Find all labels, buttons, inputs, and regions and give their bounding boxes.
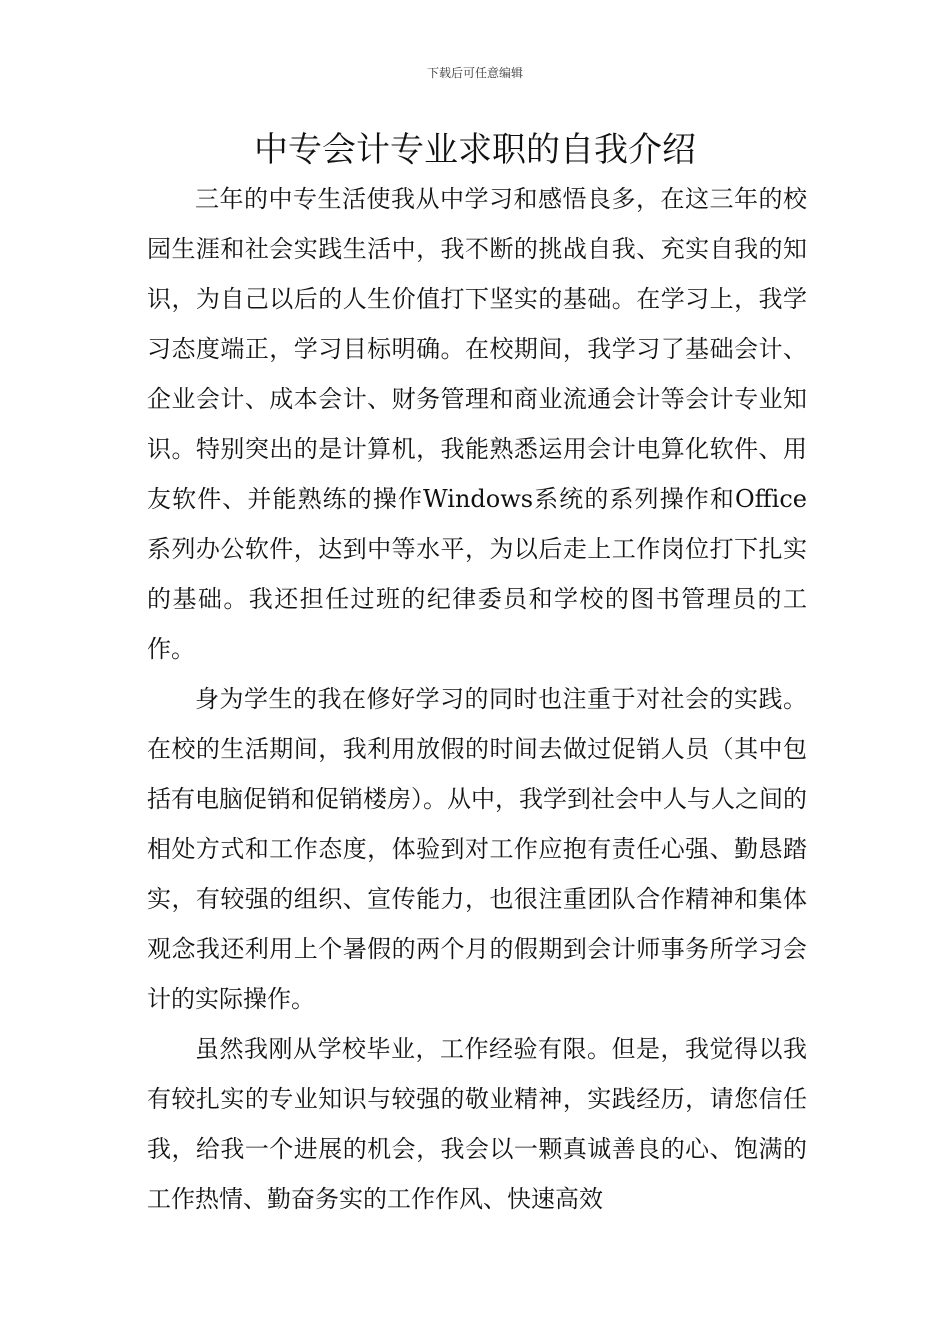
document-body [147, 174, 807, 1224]
paragraph-2: 身为学生的我在修好学习的同时也注重于对社会的实践。在校的生活期间，我利用放假的时间去做过促销人员（其中包括有电脑促销和促销楼房）。从中，我学到社会中人与人之间的相处方式和工作态度，体验到对工作应抱有责任心强、勤恳踏实，有较强的组织、宣传能力，也很注重团队合作精神和集体观念我还利用上个暑假的两个月的假期到会计师事务所学习会计的实际操作。 [147, 685, 807, 1013]
paragraph-1: 三年的中专生活使我从中学习和感悟良多，在这三年的校园生涯和社会实践生活中，我不断的挑战自我、充实自我的知识，为自己以后的人生价值打下坚实的基础。在学习上，我学习态度端正，学习目标明确。在校期间，我学习了基础会计、企业会计、成本会计、财务管理和商业流通会计等会计专业知识。特别突出的是计算机，我能熟悉运用会计电算化软件、用友软件、并能熟练的操作Windows系统的系列操作和Office系列办公软件，达到中等水平，为以后走上工作岗位打下扎实的基础。我还担任过班的纪律委员和学校的图书管理员的工作。 [147, 185, 807, 663]
document-title: 中专会计专业求职的自我介绍 [254, 130, 696, 170]
paragraph-3: 虽然我刚从学校毕业，工作经验有限。但是，我觉得以我有较扎实的专业知识与较强的敬业精神，实践经历，请您信任我，给我一个进展的机会，我会以一颗真诚善良的心、饱满的工作热情、勤奋务实的工作作风、快速高效 [147, 1035, 807, 1213]
header-note: 下载后可任意编辑 [426, 66, 523, 80]
